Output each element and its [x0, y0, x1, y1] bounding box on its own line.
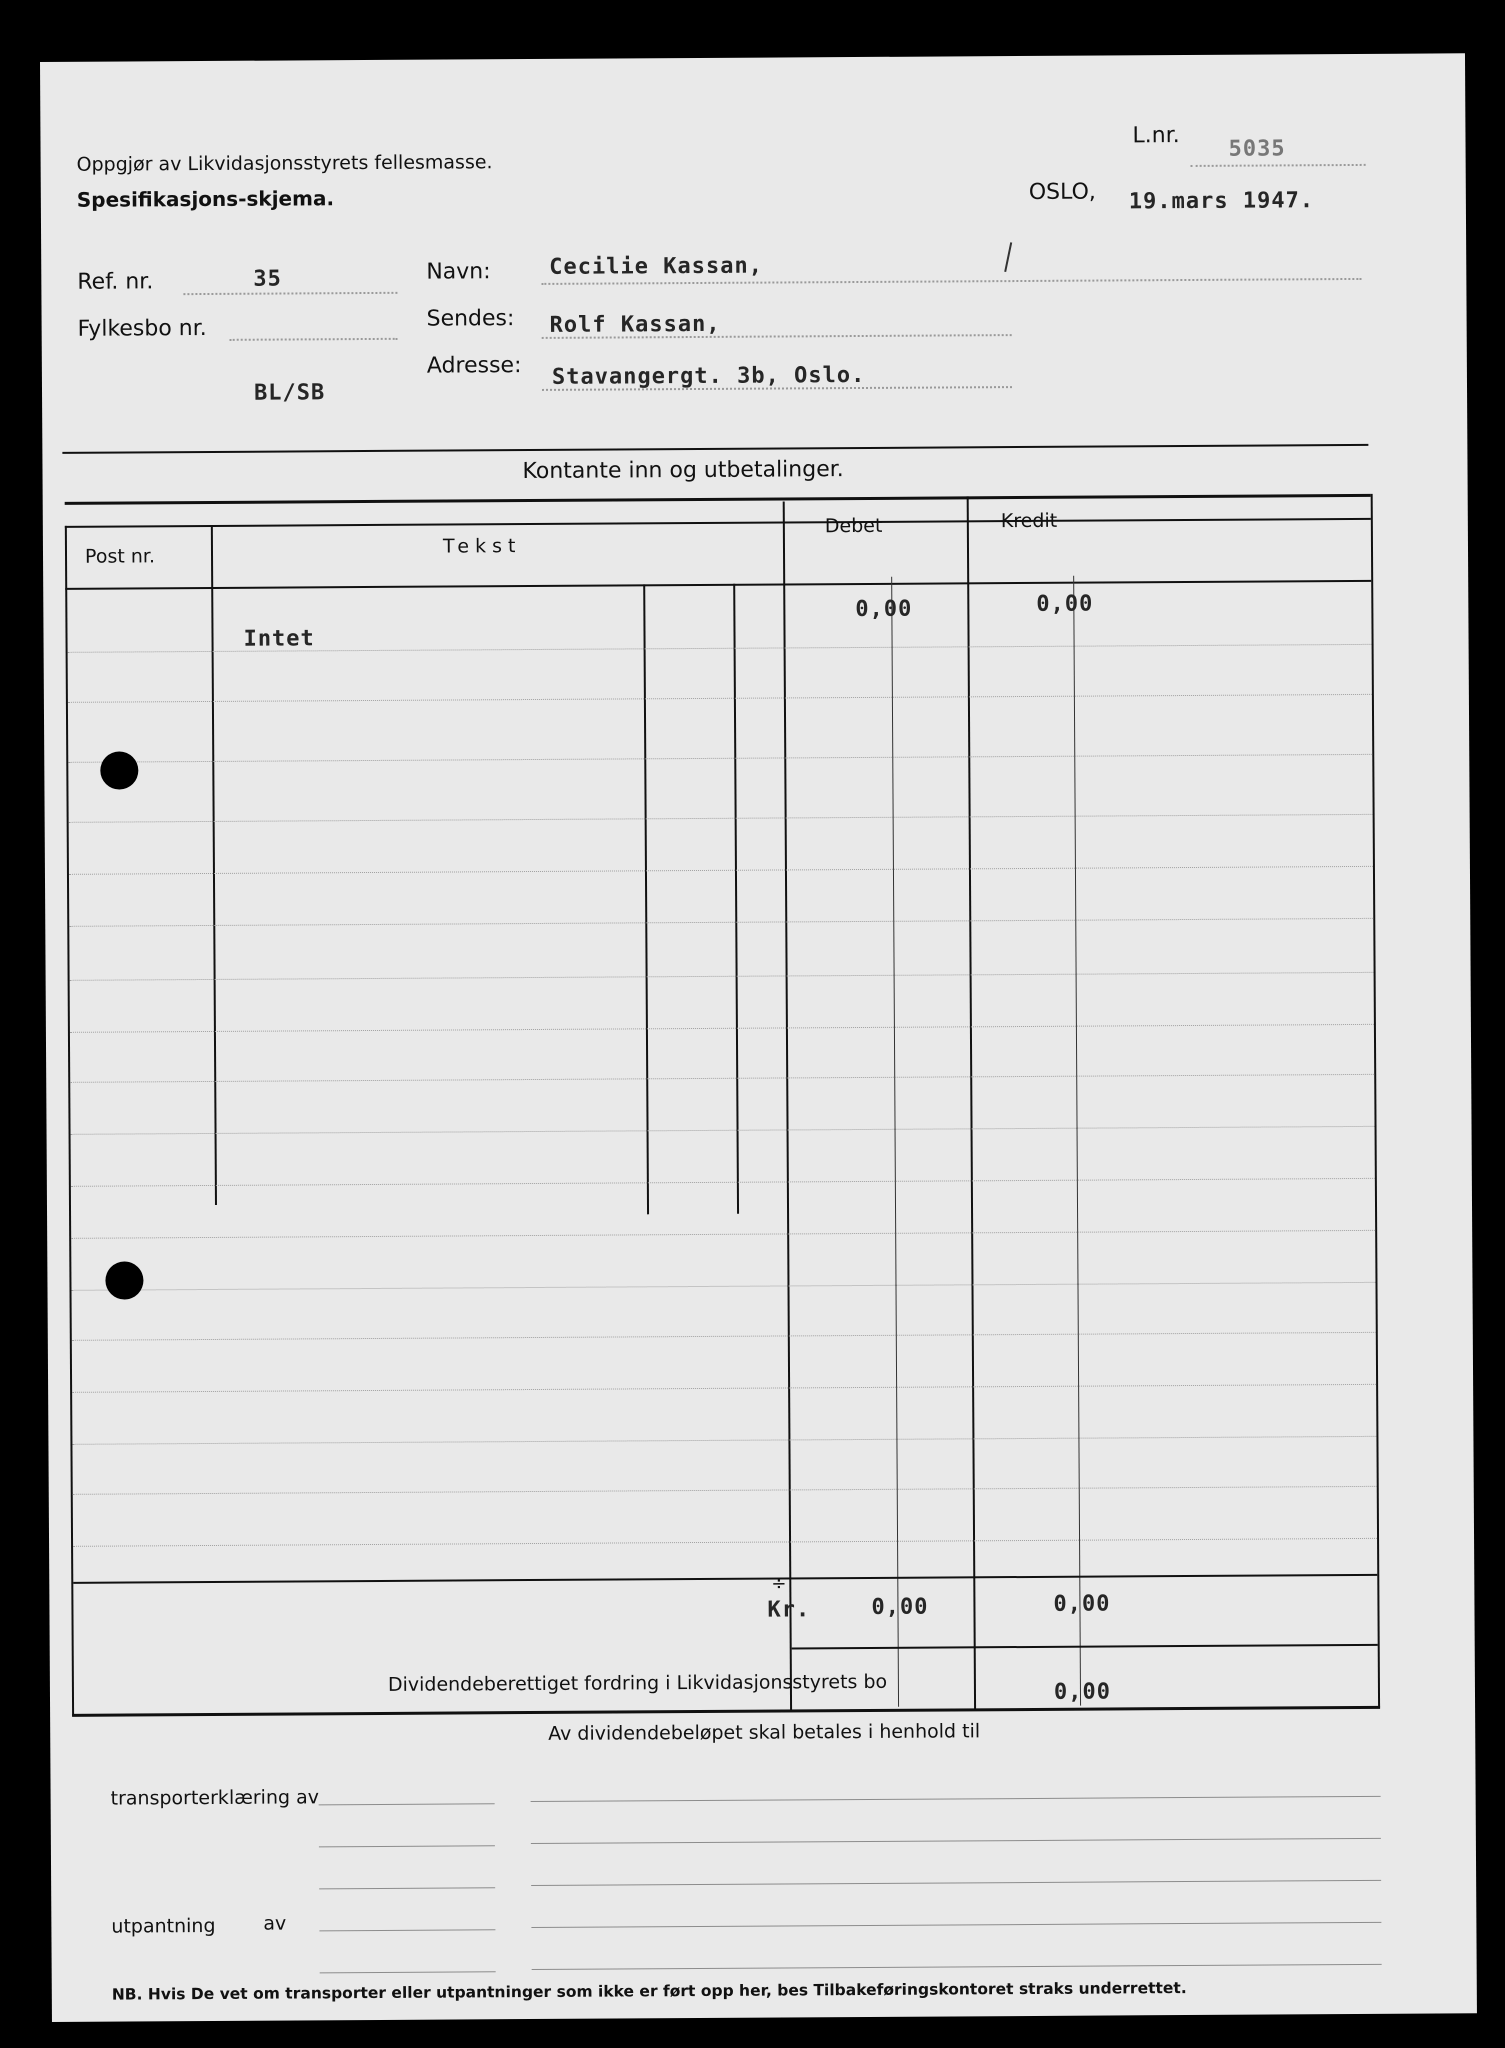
col-tekst-header: Tekst	[442, 535, 522, 558]
fylkesbo-value: BL/SB	[253, 380, 326, 406]
sum-kredit: 0,00	[1053, 1591, 1111, 1617]
ref-value: 35	[253, 266, 282, 292]
adresse-label: Adresse:	[426, 353, 522, 379]
row1-kredit: 0,00	[1036, 591, 1094, 617]
navn-label: Navn:	[426, 259, 491, 285]
form-subtitle: Spesifikasjons-skjema.	[76, 186, 335, 212]
dividend-value: 0,00	[1053, 1679, 1112, 1705]
adresse-value: Stavangergt. 3b, Oslo.	[551, 362, 866, 390]
pen-mark	[1004, 242, 1012, 272]
utpantning-av: av	[263, 1912, 287, 1935]
fylkesbo-label: Fylkesbo nr.	[77, 315, 207, 342]
dividend-label: Dividendeberettiget fordring i Likvidasjonsstyrets bo	[387, 1670, 888, 1696]
city-label: OSLO,	[1028, 179, 1096, 205]
sendes-value: Rolf Kassan,	[549, 311, 721, 338]
section-title: Kontante inn og utbetalinger.	[522, 457, 844, 485]
lnr-value: 5035	[1228, 136, 1286, 162]
date-value: 19.mars 1947.	[1128, 188, 1315, 215]
col-kredit-header: Kredit	[1000, 509, 1058, 533]
col-post-header: Post nr.	[84, 545, 156, 568]
sendes-label: Sendes:	[426, 306, 515, 332]
nb-note: NB. Hvis De vet om transporter eller utpantninger som ikke er ført opp her, bes Tilbakeføringskontoret straks underrettet.	[111, 1979, 1187, 2004]
lnr-label: L.nr.	[1132, 123, 1180, 149]
form-sheet	[40, 53, 1477, 2022]
utpantning-label: utpantning	[111, 1914, 216, 1938]
punch-hole	[100, 751, 138, 789]
sum-kr-label: Kr.	[767, 1597, 811, 1623]
minus-sign: ÷	[771, 1573, 787, 1595]
col-debet-header: Debet	[824, 514, 883, 538]
row1-debet: 0,00	[855, 596, 913, 623]
sum-debet: 0,00	[871, 1594, 929, 1620]
navn-value: Cecilie Kassan,	[549, 253, 764, 280]
footer-subtitle: Av dividendebeløpet skal betales i henhold til	[548, 1720, 981, 1745]
ref-label: Ref. nr.	[77, 269, 154, 295]
form-title: Oppgjør av Likvidasjonsstyrets fellesmasse.	[76, 151, 493, 176]
row1-tekst: Intet	[243, 626, 315, 652]
transport-label: transporterklæring av	[110, 1786, 320, 1810]
punch-hole	[105, 1261, 143, 1299]
